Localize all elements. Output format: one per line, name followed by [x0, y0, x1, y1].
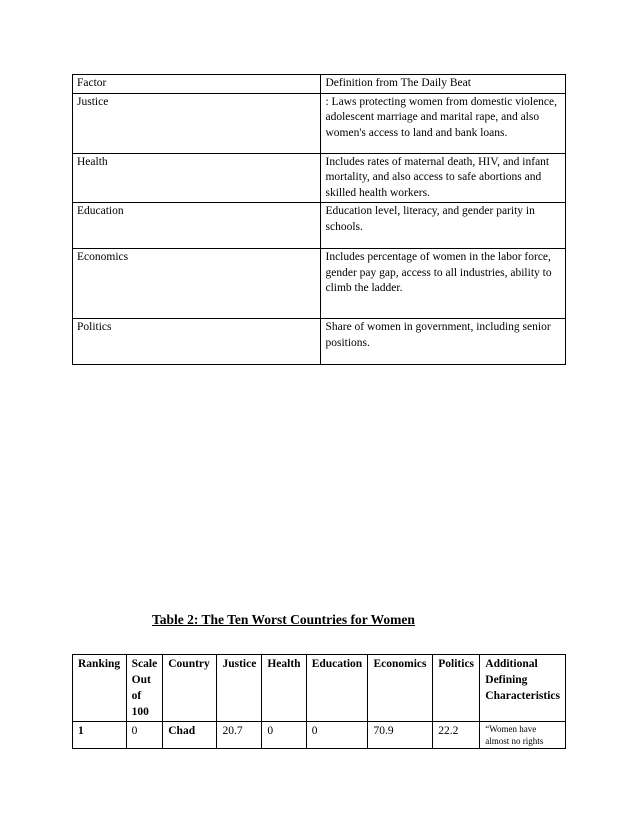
definition-cell: : Laws protecting women from domestic violence, adolescent marriage and marital rape, and also women's access to land and bank loans. — [321, 93, 566, 153]
definition-cell: Education level, literacy, and gender parity in schools. — [321, 203, 566, 249]
header-justice: Justice — [217, 655, 262, 722]
header-scale: Scale Out of 100 — [126, 655, 163, 722]
header-country: Country — [163, 655, 217, 722]
table-row — [73, 93, 566, 153]
factor-cell: Politics — [73, 319, 321, 365]
factor-cell: Health — [73, 153, 321, 203]
table-row — [73, 722, 566, 749]
worst-countries-table — [72, 654, 566, 749]
factor-cell: Economics — [73, 249, 321, 319]
header-definition: Definition from The Daily Beat — [321, 75, 566, 94]
factor-definition-table — [72, 74, 566, 365]
characteristics-cell: “Women have almost no rights — [480, 722, 566, 749]
justice-cell: 20.7 — [217, 722, 262, 749]
ranking-cell: 1 — [73, 722, 127, 749]
economics-cell: 70.9 — [368, 722, 433, 749]
header-education: Education — [306, 655, 368, 722]
table-row — [73, 319, 566, 365]
definition-cell: Includes percentage of women in the labor force, gender pay gap, access to all industries, ability to climb the ladder. — [321, 249, 566, 319]
table-row — [73, 249, 566, 319]
definition-cell: Share of women in government, including senior positions. — [321, 319, 566, 365]
header-factor: Factor — [73, 75, 321, 94]
factor-cell: Education — [73, 203, 321, 249]
factor-cell: Justice — [73, 93, 321, 153]
country-cell: Chad — [163, 722, 217, 749]
scale-cell: 0 — [126, 722, 163, 749]
header-politics: Politics — [433, 655, 480, 722]
health-cell: 0 — [262, 722, 306, 749]
education-cell: 0 — [306, 722, 368, 749]
header-ranking: Ranking — [73, 655, 127, 722]
table-row — [73, 203, 566, 249]
politics-cell: 22.2 — [433, 722, 480, 749]
table-header-row — [73, 75, 566, 94]
header-economics: Economics — [368, 655, 433, 722]
header-health: Health — [262, 655, 306, 722]
table2-title: Table 2: The Ten Worst Countries for Women — [152, 612, 415, 627]
definition-cell: Includes rates of maternal death, HIV, and infant mortality, and also access to safe abortions and skilled health workers. — [321, 153, 566, 203]
table-header-row — [73, 655, 566, 722]
header-characteristics: Additional Defining Characteristics — [480, 655, 566, 722]
table-row — [73, 153, 566, 203]
